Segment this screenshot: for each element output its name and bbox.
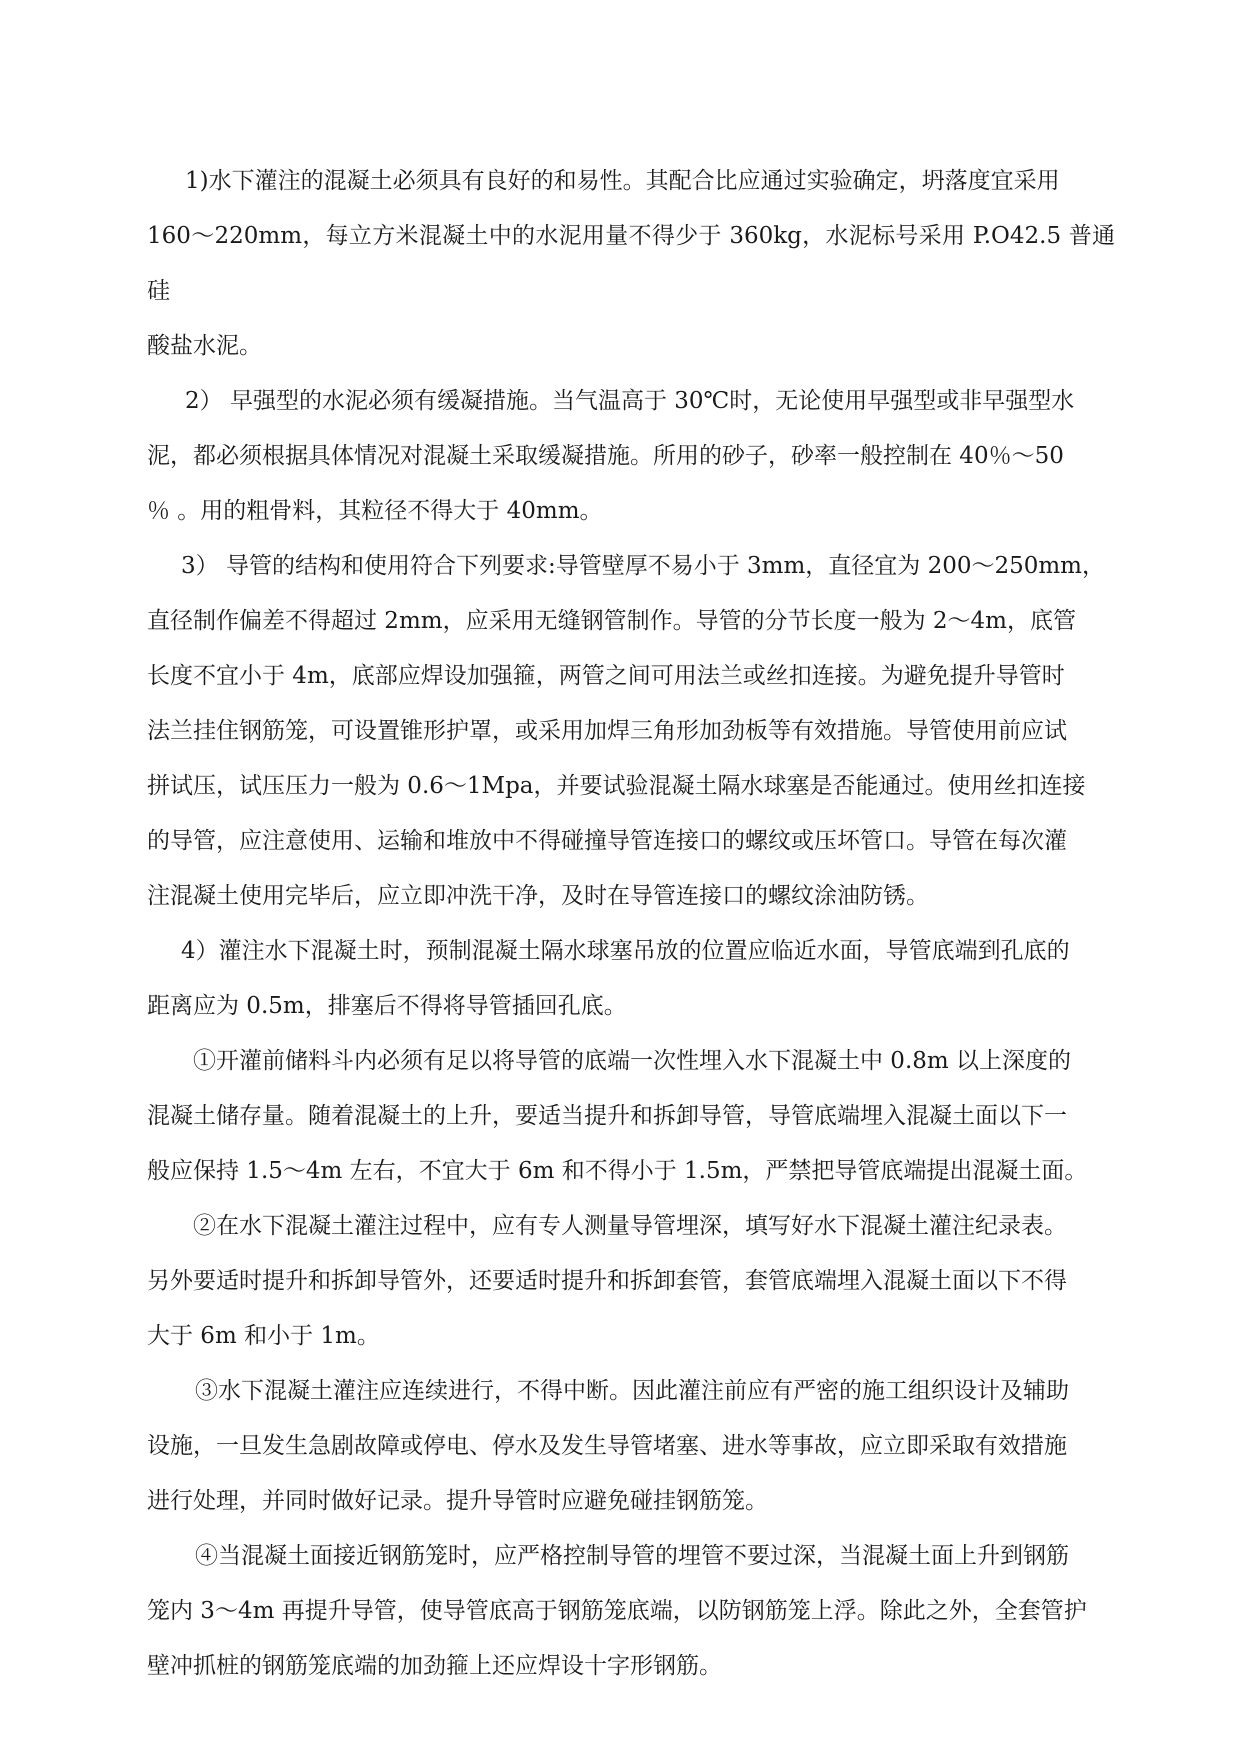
paragraph-2-retarding-measures: 2） 早强型的水泥必须有缓凝措施。当气温高于 30℃时，无论使用早强型或非早强型水 泥，都必须根据具体情况对混凝土采取缓凝措施。所用的砂子，砂率一般控制在 40％～50 ％ 。用的粗骨料，其粒径不得大于 40mm。	[147, 388, 1075, 524]
paragraph-1-mix-requirements: 1)水下灌注的混凝土必须具有良好的和易性。其配合比应通过实验确定，坍落度宜采用 160～220mm，每立方米混凝土中的水泥用量不得少于 360kg，水泥标号采用 P.O42.5 普通硅 酸盐水泥。	[147, 168, 1115, 359]
paragraph-7-continuous-pour: ③水下混凝土灌注应连续进行，不得中断。因此灌注前应有严密的施工组织设计及辅助 设施，一旦发生急剧故障或停电、停水及发生导管堵塞、进水等事故，应立即采取有效措施 进行处理，并同时做好记录。提升导管时应避免碰挂钢筋笼。	[147, 1378, 1069, 1514]
paragraph-6-embed-depth: ②在水下混凝土灌注过程中，应有专人测量导管埋深，填写好水下混凝土灌注纪录表。 另外要适时提升和拆卸导管外，还要适时提升和拆卸套管，套管底端埋入混凝土面以下不得 大于 6m 和小于 1m。	[147, 1213, 1067, 1349]
paragraph-8-reinforcement-cage: ④当混凝土面接近钢筋笼时，应严格控制导管的埋管不要过深，当混凝土面上升到钢筋 笼内 3～4m 再提升导管，使导管底高于钢筋笼底端，以防钢筋笼上浮。除此之外，全套管护 壁冲抓桩的钢筋笼底端的加劲箍上还应焊设十字形钢筋。	[147, 1543, 1087, 1679]
paragraph-3-tremie-pipe: 3） 导管的结构和使用符合下列要求:导管壁厚不易小于 3mm，直径宜为 200～250mm， 直径制作偏差不得超过 2mm，应采用无缝钢管制作。导管的分节长度一般为 2～4m，底管 长度不宜小于 4m，底部应焊设加强箍，两管之间可用法兰或丝扣连接。为避免提升导管时 法兰挂住钢筋笼，可设置锥形护罩，或采用加焊三角形加劲板等有效措施。导管使用前应试 拼试压，试压压力一般为 0.6～1Mpa，并要试验混凝土隔水球塞是否能通过。使用丝扣连接 的导管，应注意使用、运输和堆放中不得碰撞导管连接口的螺纹或压坏管口。导管在每次灌 注混凝土使用完毕后，应立即冲洗干净，及时在导管连接口的螺纹涂油防锈。	[147, 553, 1105, 909]
paragraph-4-plug-placement: 4）灌注水下混凝土时，预制混凝土隔水球塞吊放的位置应临近水面，导管底端到孔底的 距离应为 0.5m，排塞后不得将导管插回孔底。	[147, 938, 1070, 1019]
document-body	[147, 154, 1115, 1694]
paragraph-5-initial-pour: ①开灌前储料斗内必须有足以将导管的底端一次性埋入水下混凝土中 0.8m 以上深度的 混凝土储存量。随着混凝土的上升，要适当提升和拆卸导管，导管底端埋入混凝土面以下一 般应保持 1.5～4m 左右，不宜大于 6m 和不得小于 1.5m，严禁把导管底端提出混凝土面。	[147, 1048, 1088, 1184]
